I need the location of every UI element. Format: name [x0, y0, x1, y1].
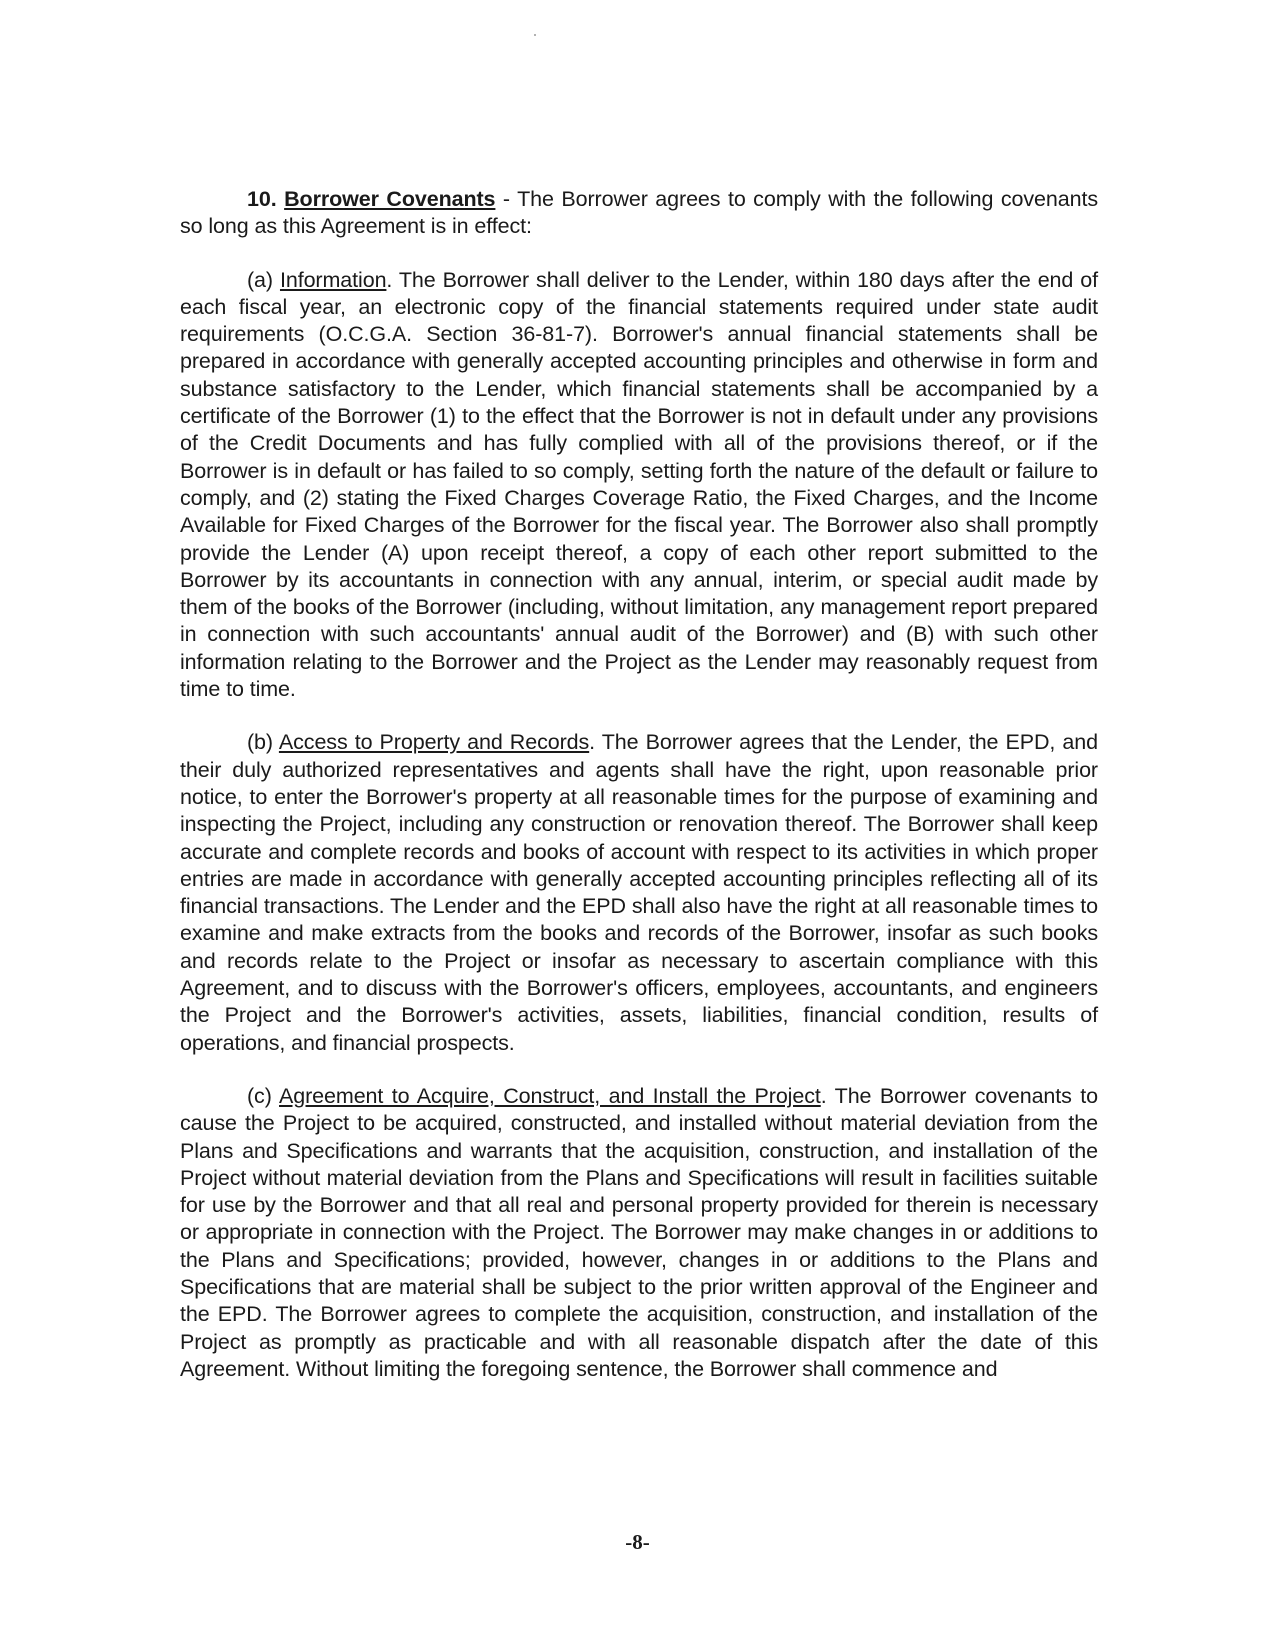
paragraph-c-text: . The Borrower covenants to cause the Project to be acquired, constructed, and installed without material deviation from the Plans and Specifications and warrants that the acquisition, construction, and installation of the Project without material deviation from the Plans and Specifications will result in facilities suitable for use by the Borrower and that all real and personal property provided for therein is necessary or appropriate in connection with the Project. The Borrower may make changes in or additions to the Plans and Specifications; provided, however, changes in or additions to the Plans and Specifications that are material shall be subject to the prior written approval of the Engineer and the EPD. The Borrower agrees to complete the acquisition, construction, and installation of the Project as promptly as practicable and with all reasonable dispatch after the date of this Agreement. Without limiting the foregoing sentence, the Borrower shall commence and — [180, 1083, 1098, 1381]
section-number: 10. — [247, 187, 277, 211]
paragraph-b-label: (b) — [247, 730, 279, 755]
scan-speck — [534, 34, 536, 36]
paragraph-a — [180, 267, 1098, 704]
paragraph-b-title: Access to Property and Records — [278, 730, 590, 755]
document-body — [180, 186, 1098, 1409]
paragraph-c-label: (c) — [247, 1083, 280, 1108]
paragraph-c-title: Agreement to Acquire, Construct, and Install the Project — [279, 1083, 821, 1108]
paragraph-a-label: (a) — [247, 267, 280, 292]
paragraph-c — [180, 1083, 1098, 1383]
paragraph-a-title: Information — [279, 267, 387, 292]
paragraph-b-text: . The Borrower agrees that the Lender, the EPD, and their duly authorized representatives and agents shall have the right, upon reasonable prior notice, to enter the Borrower's property at all reasonable times for the purpose of examining and inspecting the Project, including any construction or renovation thereof. The Borrower shall keep accurate and complete records and books of account with respect to its activities in which proper entries are made in accordance with generally accepted accounting principles reflecting all of its financial transactions. The Lender and the EPD shall also have the right at all reasonable times to examine and make extracts from the books and records of the Borrower, insofar as such books and records relate to the Project or insofar as necessary to ascertain compliance with this Agreement, and to discuss with the Borrower's officers, employees, accountants, and engineers the Project and the Borrower's activities, assets, liabilities, financial condition, results of operations, and financial prospects. — [180, 730, 1098, 1055]
section-intro-text: - The Borrower agrees to comply with the following covenants so long as this Agreement is in effect: — [180, 187, 1099, 239]
page-number: -8- — [625, 1530, 650, 1554]
section-heading: Borrower Covenants — [284, 187, 496, 211]
paragraph-a-text: . The Borrower shall deliver to the Lender, within 180 days after the end of each fiscal year, an electronic copy of the financial statements required under state audit requirements (O.C.G.A. Section 36-81-7). Borrower's annual financial statements shall be prepared in accordance with generally accepted accounting principles and otherwise in form and substance satisfactory to the Lender, which financial statements shall be accompanied by a certificate of the Borrower (1) to the effect that the Borrower is not in default under any provisions of the Credit Documents and has fully complied with all of the provisions thereof, or if the Borrower is in default or has failed to so comply, setting forth the nature of the default or failure to comply, and (2) stating the Fixed Charges Coverage Ratio, the Fixed Charges, and the Income Available for Fixed Charges of the Borrower for the fiscal year. The Borrower also shall promptly provide the Lender (A) upon receipt thereof, a copy of each other report submitted to the Borrower by its accountants in connection with any annual, interim, or special audit made by them of the books of the Borrower (including, without limitation, any management report prepared in connection with such accountants' annual audit of the Borrower) and (B) with such other information relating to the Borrower and the Project as the Lender may reasonably request from time to time. — [180, 267, 1098, 702]
section-10-intro — [180, 186, 1098, 241]
paragraph-b — [180, 729, 1098, 1057]
